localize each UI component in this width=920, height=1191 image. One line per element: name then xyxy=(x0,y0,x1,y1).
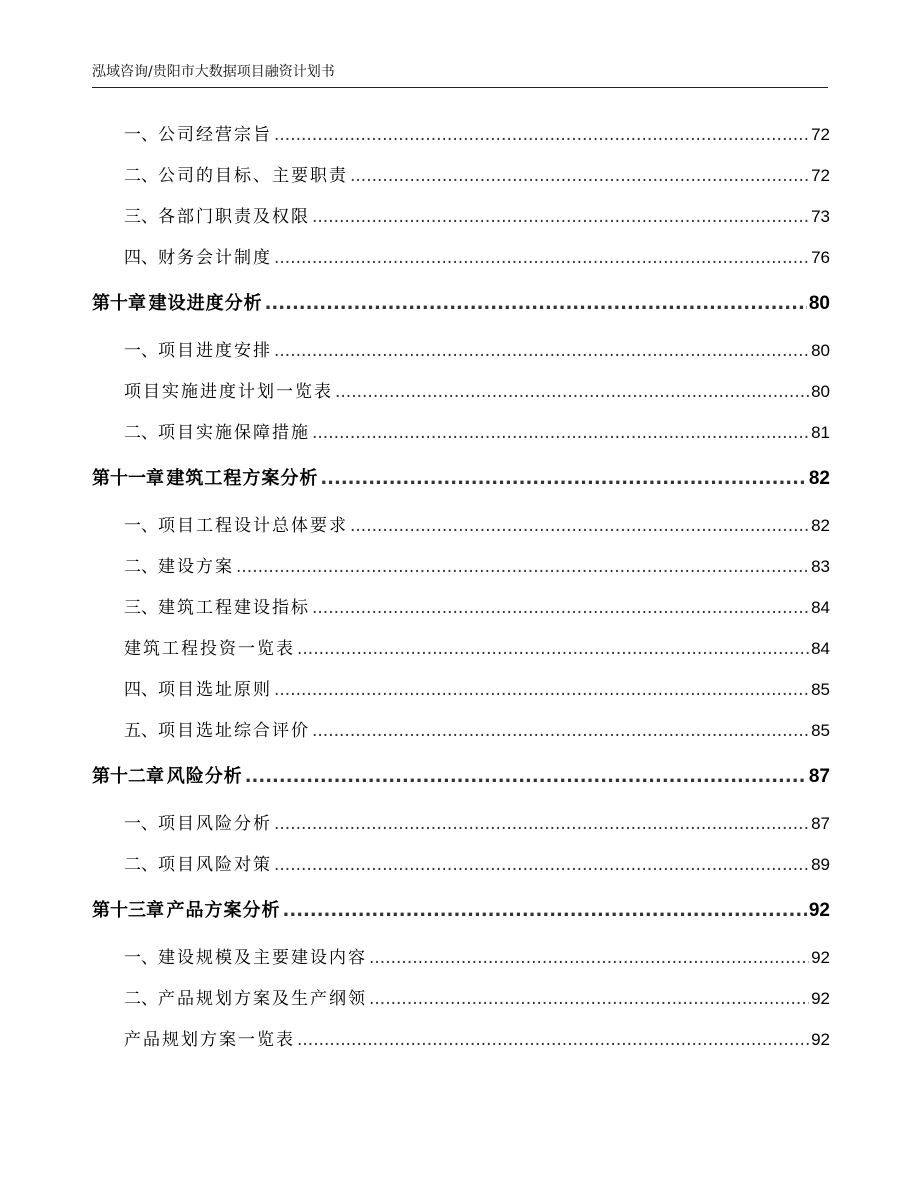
toc-entry-label: 项目选址综合评价 xyxy=(158,721,310,741)
toc-page-number: 82 xyxy=(811,516,830,535)
toc-page-number: 80 xyxy=(811,341,830,360)
toc-entry-number: 二、 xyxy=(124,166,158,186)
toc-page-number: 92 xyxy=(808,900,830,921)
toc-entry-label: 建设进度分析 xyxy=(148,293,263,314)
toc-section-entry[interactable] xyxy=(92,114,830,155)
dot-leader xyxy=(312,711,809,752)
toc-entry-label: 建筑工程方案分析 xyxy=(166,468,319,489)
toc-page-number: 87 xyxy=(811,814,830,833)
dot-leader xyxy=(312,588,809,629)
toc-page-number: 80 xyxy=(811,382,830,401)
toc-page-number: 72 xyxy=(811,166,830,185)
toc-entry-label: 产品方案分析 xyxy=(166,900,281,921)
toc-section-entry[interactable] xyxy=(92,505,830,546)
toc-entry-number: 第十二章 xyxy=(92,766,164,787)
toc-entry-number: 三、 xyxy=(124,598,158,618)
dot-leader xyxy=(369,979,809,1020)
dot-leader xyxy=(274,804,809,845)
dot-leader xyxy=(274,670,809,711)
toc-entry-number: 一、 xyxy=(124,341,158,361)
toc-section-entry[interactable] xyxy=(92,628,830,669)
toc-entry-number: 二、 xyxy=(124,423,158,443)
toc-chapter-entry[interactable] xyxy=(92,751,830,803)
toc-entry-label: 项目实施保障措施 xyxy=(158,423,310,443)
toc-page-number: 85 xyxy=(811,721,830,740)
toc-page-number: 84 xyxy=(811,639,830,658)
toc-entry-label: 项目进度安排 xyxy=(158,341,272,361)
toc-section-entry[interactable] xyxy=(92,1019,830,1060)
toc-entry-number: 一、 xyxy=(124,814,158,834)
dot-leader xyxy=(236,547,809,588)
toc-page-number: 92 xyxy=(811,989,830,1008)
toc-page-number: 87 xyxy=(808,766,830,787)
dot-leader xyxy=(312,413,809,454)
toc-entry-label: 项目实施进度计划一览表 xyxy=(124,382,333,402)
toc-entry-label: 产品规划方案及生产纲领 xyxy=(158,989,367,1009)
dot-leader xyxy=(265,278,807,330)
toc-page-number: 80 xyxy=(808,293,830,314)
dot-leader xyxy=(297,629,809,670)
toc-entry-number: 第十三章 xyxy=(92,900,164,921)
dot-leader xyxy=(274,238,809,279)
toc-page-number: 73 xyxy=(811,207,830,226)
dot-leader xyxy=(350,506,809,547)
toc-entry-label: 财务会计制度 xyxy=(158,248,272,268)
toc-entry-number: 三、 xyxy=(124,207,158,227)
header-rule xyxy=(92,87,828,88)
toc-entry-label: 风险分析 xyxy=(166,766,243,787)
toc-page-number: 92 xyxy=(811,948,830,967)
toc-entry-number: 四、 xyxy=(124,680,158,700)
toc-entry-number: 二、 xyxy=(124,989,158,1009)
dot-leader xyxy=(245,751,807,803)
toc-page-number: 83 xyxy=(811,557,830,576)
toc-page-number: 92 xyxy=(811,1030,830,1049)
toc-chapter-entry[interactable] xyxy=(92,453,830,505)
dot-leader xyxy=(274,115,809,156)
dot-leader xyxy=(274,331,809,372)
toc-entry-number: 四、 xyxy=(124,248,158,268)
toc-page-number: 81 xyxy=(811,423,830,442)
toc-entry-label: 产品规划方案一览表 xyxy=(124,1030,295,1050)
toc-section-entry[interactable] xyxy=(92,237,830,278)
toc-entry-label: 建筑工程投资一览表 xyxy=(124,639,295,659)
toc-section-entry[interactable] xyxy=(92,669,830,710)
toc-section-entry[interactable] xyxy=(92,155,830,196)
toc-section-entry[interactable] xyxy=(92,803,830,844)
dot-leader xyxy=(312,197,809,238)
toc-section-entry[interactable] xyxy=(92,196,830,237)
toc-section-entry[interactable] xyxy=(92,546,830,587)
toc-section-entry[interactable] xyxy=(92,412,830,453)
toc-page-number: 85 xyxy=(811,680,830,699)
toc-entry-number: 一、 xyxy=(124,125,158,145)
toc-entry-number: 二、 xyxy=(124,855,158,875)
toc-entry-label: 公司的目标、主要职责 xyxy=(158,166,348,186)
toc-page-number: 82 xyxy=(808,468,830,489)
toc-entry-label: 项目风险对策 xyxy=(158,855,272,875)
toc-entry-number: 二、 xyxy=(124,557,158,577)
dot-leader xyxy=(350,156,809,197)
toc-section-entry[interactable] xyxy=(92,710,830,751)
dot-leader xyxy=(297,1020,809,1061)
running-header: 泓域咨询/贵阳市大数据项目融资计划书 xyxy=(92,64,335,80)
toc-section-entry[interactable] xyxy=(92,587,830,628)
toc-entry-label: 各部门职责及权限 xyxy=(158,207,310,227)
toc-entry-label: 项目选址原则 xyxy=(158,680,272,700)
dot-leader xyxy=(335,372,809,413)
toc-entry-label: 公司经营宗旨 xyxy=(158,125,272,145)
toc-section-entry[interactable] xyxy=(92,978,830,1019)
toc-page-number: 72 xyxy=(811,125,830,144)
toc-section-entry[interactable] xyxy=(92,371,830,412)
dot-leader xyxy=(274,845,809,886)
toc-entry-number: 五、 xyxy=(124,721,158,741)
toc-entry-number: 第十一章 xyxy=(92,468,164,489)
toc-entry-number: 一、 xyxy=(124,516,158,536)
dot-leader xyxy=(369,938,809,979)
toc-section-entry[interactable] xyxy=(92,330,830,371)
toc-page-number: 76 xyxy=(811,248,830,267)
toc-page-number: 89 xyxy=(811,855,830,874)
toc-entry-label: 建筑工程建设指标 xyxy=(158,598,310,618)
toc-entry-label: 建设规模及主要建设内容 xyxy=(158,948,367,968)
toc-section-entry[interactable] xyxy=(92,844,830,885)
toc-chapter-entry[interactable] xyxy=(92,885,830,937)
toc-section-entry[interactable] xyxy=(92,937,830,978)
toc-entry-number: 一、 xyxy=(124,948,158,968)
toc-page-number: 84 xyxy=(811,598,830,617)
toc-entry-number: 第十章 xyxy=(92,293,146,314)
toc-entry-label: 项目工程设计总体要求 xyxy=(158,516,348,536)
toc-entry-label: 项目风险分析 xyxy=(158,814,272,834)
toc-chapter-entry[interactable] xyxy=(92,278,830,330)
toc-entry-label: 建设方案 xyxy=(158,557,234,577)
table-of-contents xyxy=(92,114,830,1060)
dot-leader xyxy=(320,453,807,505)
dot-leader xyxy=(283,885,807,937)
